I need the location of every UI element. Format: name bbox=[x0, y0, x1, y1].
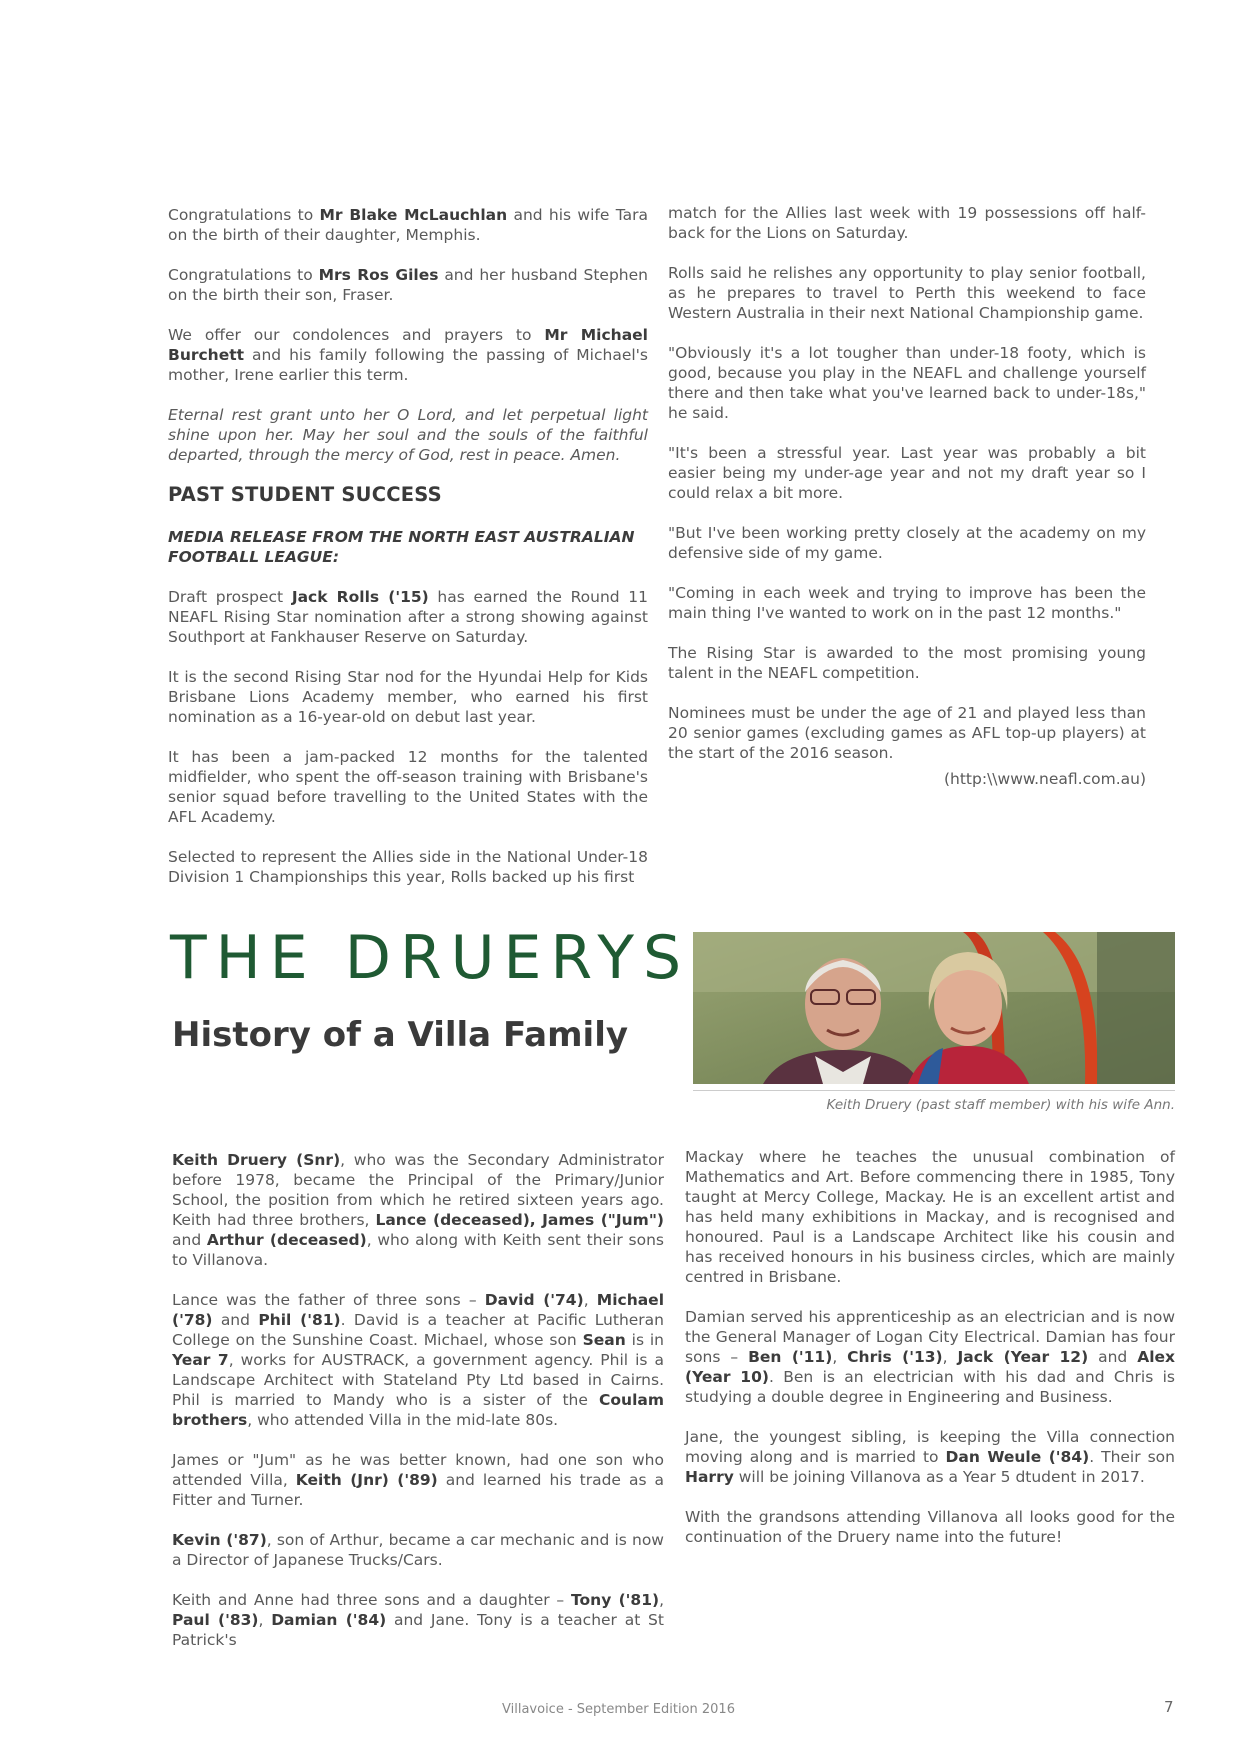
rolls-quote-2: "It's been a stressful year. Last year was probably a bit easier being my under-age year and not my draft year so I could relax a bit more. bbox=[668, 444, 1146, 502]
kevin-paragraph: Kevin ('87), son of Arthur, became a car mechanic and is now a Director of Japanese Trucks/Cars. bbox=[172, 1531, 664, 1569]
rolls-jam-packed: It has been a jam-packed 12 months for the talented midfielder, who spent the off-season training with Brisbane's senior squad before travelling to the United States with the AFL Academy. bbox=[168, 748, 648, 826]
james-paragraph: James or "Jum" as he was better known, had one son who attended Villa, Keith (Jnr) ('89) and learned his trade as a Fitter and Turner. bbox=[172, 1451, 664, 1509]
upper-right-column bbox=[668, 203, 1146, 809]
druery-couple-photo bbox=[693, 932, 1175, 1084]
feature-subtitle: History of a Villa Family bbox=[172, 1015, 629, 1055]
feature-title: THE DRUERYS bbox=[170, 923, 691, 993]
keith-anne-paragraph: Keith and Anne had three sons and a daughter – Tony ('81), Paul ('83), Damian ('84) and Jane. Tony is a teacher at St Patrick's bbox=[172, 1591, 664, 1649]
rolls-quote-3: "But I've been working pretty closely at the academy on my defensive side of my game. bbox=[668, 524, 1146, 562]
rolls-second-nod: It is the second Rising Star nod for the Hyundai Help for Kids Brisbane Lions Academy member, who earned his first nomination as a 16-year-old on debut last year. bbox=[168, 668, 648, 726]
rolls-quote-1: "Obviously it's a lot tougher than under-18 footy, which is good, because you play in the NEAFL and challenge yourself there and then take what you've learned back to under-18s," he said. bbox=[668, 344, 1146, 422]
rolls-quote-4: "Coming in each week and trying to improve has been the main thing I've wanted to work on in the past 12 months." bbox=[668, 584, 1146, 622]
rolls-allies: Selected to represent the Allies side in the National Under-18 Division 1 Championships this year, Rolls backed up his first bbox=[168, 848, 648, 886]
prayer-text: Eternal rest grant unto her O Lord, and let perpetual light shine upon her. May her soul and the souls of the faithful departed, through the mercy of God, rest in peace. Amen. bbox=[168, 406, 648, 464]
lower-right-column bbox=[685, 1147, 1175, 1567]
section-heading: PAST STUDENT SUCCESS bbox=[168, 483, 442, 506]
photo-caption: Keith Druery (past staff member) with his wife Ann. bbox=[693, 1090, 1175, 1113]
lance-paragraph: Lance was the father of three sons – David ('74), Michael ('78) and Phil ('81). David is a teacher at Pacific Lutheran College on the Sunshine Coast. Michael, whose son Sean is in Year 7, works for AUSTRACK, a government agency. Phil is a Landscape Architect with Stateland Pty Ltd based in Cairns. Phil is married to Mandy who is a sister of the Coulam brothers, who attended Villa in the mid-late 80s. bbox=[172, 1291, 665, 1429]
rising-star-award: The Rising Star is awarded to the most promising young talent in the NEAFL competition. bbox=[668, 644, 1146, 682]
photo-illustration bbox=[693, 932, 1175, 1084]
source-link[interactable]: (http:\\www.neafl.com.au) bbox=[943, 770, 1146, 788]
damian-paragraph: Damian served his apprenticeship as an electrician and is now the General Manager of Logan City Electrical. Damian has four sons – Ben ('11), Chris ('13), Jack (Year 12) and Alex (Year 10). Ben is an electrician with his dad and Chris is studying a double degree in Engineering and Business. bbox=[685, 1308, 1176, 1406]
footer-edition: Villavoice - September Edition 2016 bbox=[502, 1702, 735, 1717]
condolences-burchett: We offer our condolences and prayers to Mr Michael Burchett and his family following the passing of Michael's mother, Irene earlier this term. bbox=[168, 326, 648, 384]
page-number: 7 bbox=[1164, 1698, 1174, 1716]
rolls-relishes: Rolls said he relishes any opportunity to play senior football, as he prepares to travel to Perth this weekend to face Western Australia in their next National Championship game. bbox=[668, 264, 1146, 322]
grandsons-paragraph: With the grandsons attending Villanova all looks good for the continuation of the Druery name into the future! bbox=[685, 1508, 1175, 1546]
allies-match: match for the Allies last week with 19 possessions off half-back for the Lions on Saturday. bbox=[668, 204, 1146, 242]
rolls-nomination: Draft prospect Jack Rolls ('15) has earned the Round 11 NEAFL Rising Star nomination after a strong showing against Southport at Fankhauser Reserve on Saturday. bbox=[168, 588, 649, 646]
upper-left-column bbox=[168, 205, 648, 907]
tony-paul-paragraph: Mackay where he teaches the unusual combination of Mathematics and Art. Before commencing there in 1985, Tony taught at Mercy College, Mackay. He is an excellent artist and has held many exhibitions in Mackay, and is recognised and honoured. Paul is a Landscape Architect like his cousin and has received honours in his business circles, which are mainly centred in Brisbane. bbox=[685, 1148, 1175, 1286]
lower-left-column bbox=[172, 1150, 664, 1670]
keith-snr-paragraph: Keith Druery (Snr), who was the Secondary Administrator before 1978, became the Principal of the Primary/Junior School, the position from which he retired sixteen years ago. Keith had three brothers, Lance (deceased), James ("Jum") and Arthur (deceased), who along with Keith sent their sons to Villanova. bbox=[172, 1151, 664, 1269]
nominees-criteria: Nominees must be under the age of 21 and played less than 20 senior games (excluding games as AFL top-up players) at the start of the 2016 season. bbox=[668, 704, 1146, 762]
congrats-mclauchlan: Congratulations to Mr Blake McLauchlan and his wife Tara on the birth of their daughter, Memphis. bbox=[168, 206, 648, 244]
congrats-giles: Congratulations to Mrs Ros Giles and her husband Stephen on the birth their son, Fraser. bbox=[168, 266, 648, 304]
jane-paragraph: Jane, the youngest sibling, is keeping the Villa connection moving along and is married to Dan Weule ('84). Their son Harry will be joining Villanova as a Year 5 dtudent in 2017. bbox=[685, 1428, 1175, 1486]
media-release-subheading: MEDIA RELEASE FROM THE NORTH EAST AUSTRALIAN FOOTBALL LEAGUE: bbox=[168, 528, 635, 566]
